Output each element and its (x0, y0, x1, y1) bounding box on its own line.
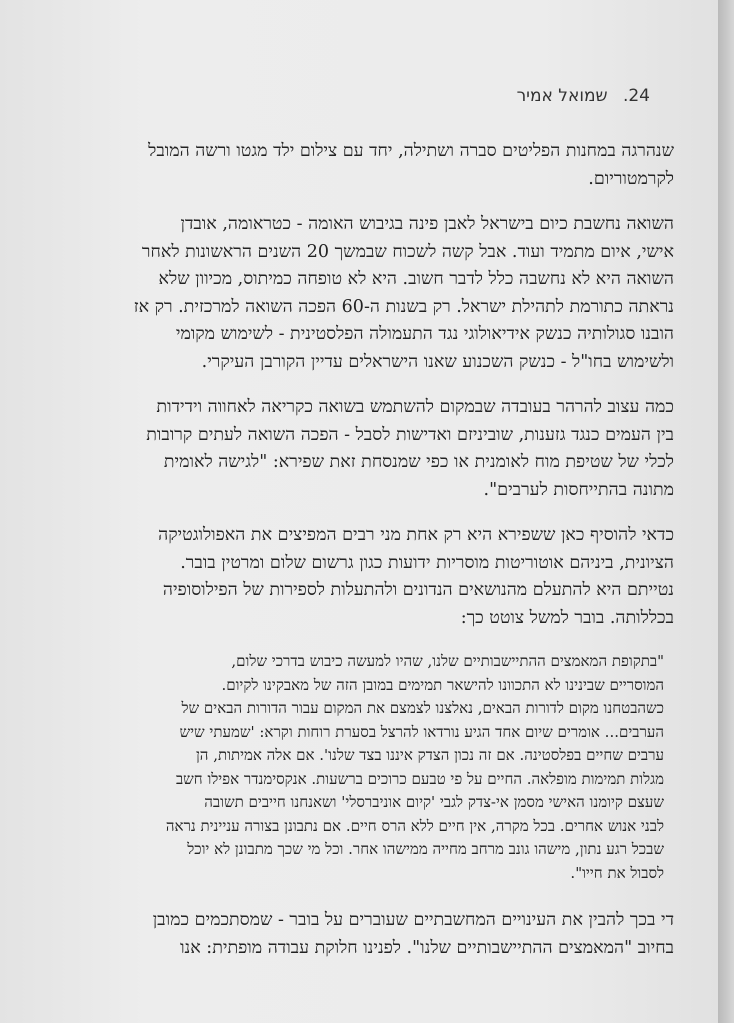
text-line: כדאי להוסיף כאן ששפירא היא רק אחת מני רבים המפיצים את האפולוגטיקה (158, 525, 674, 545)
text-line: הובנו סגולותיה כנשק אידיאולוגי נגד התעמולה הפלסטינית - לשימוש מקומי (175, 324, 674, 344)
text-line: נטייתם היא להתעלם מהנושאים הנדונים ולהתעלות לספירות של הפילוסופיה (162, 580, 674, 600)
quote-line: שבכל רגע נתון, מישהו גונב מרחב מחייה ממישהו אחר. וכל מי שכך מתבונן לא יוכל (187, 840, 664, 858)
page-number: 24. (622, 86, 650, 106)
paragraph (44, 138, 674, 193)
text-line: השואה היא לא נחשבה כלל לדבר חשוב. היא לא טופחה כמיתוס, מכיוון שלא (158, 269, 674, 289)
page-edge (718, 0, 734, 1023)
quote-line: כשהבטחנו מקום לדורות הבאים, נאלצנו לצמצם את המקום עבור הדורות הבאים של (181, 699, 664, 717)
quote-line: לסבול את חייו". (570, 863, 664, 882)
quote-line: ערבים שחיים בפלסטינה. אם זה נכון הצדק איננו בצד שלנו'. אם אלה אמיתות, הן (195, 746, 664, 764)
text-line: די בכך להבין את העינויים המחשבתיים שעוברים על בובר - שמסתכמים כמובן (152, 910, 674, 930)
paragraph (44, 394, 674, 504)
paragraph (44, 522, 674, 632)
block-quote (44, 650, 674, 885)
text-line: בכללותה. בובר למשל צוטט כך: (460, 607, 674, 628)
running-header (490, 86, 650, 106)
text-line: לקרמטוריום. (588, 168, 674, 189)
paragraph (44, 907, 674, 962)
text-line: אישי, איום מתמיד ועוד. אבל קשה לשכוח שבמשך 20 השנים הראשונות לאחר (141, 241, 674, 262)
text-line: ולשימוש בחו"ל - כנשק השכנוע שאנו הישראלים עדיין הקורבן העיקרי. (201, 351, 674, 372)
page-body (44, 138, 674, 980)
paragraph (44, 211, 674, 376)
text-line: שנהרגה במחנות הפליטים סברה ושתילה, יחד עם צילום ילד מגטו ורשה המובל (148, 141, 674, 161)
text-line: הציונית, ביניהם אוטוריטות מוסריות ידועות כגון גרשום שלום ומרטין בובר. (180, 552, 674, 573)
quote-line: שעצם קיומנו האישי מסמן אי-צדק לגבי 'קיום אוניברסלי' ושאנחנו חייבים תשובה (204, 793, 664, 811)
quote-line: "בתקופת המאמצים ההתיישבותיים שלנו, שהיו למעשה כיבוש בדרכי שלום, (231, 652, 664, 670)
text-line: נראתה כתורמת לתהילת ישראל. רק בשנות ה-60 הפכה השואה למרכזית. רק אז (133, 296, 674, 317)
text-line: בחיוב "המאמצים ההתיישבותיים שלנו". לפנינו חלוקת עבודה מופתית: אנו (180, 937, 674, 958)
quote-line: מגלות תמימות מופלאה. החיים על פי טבעם כרוכים ברשעות. אנקסימנדר אפילו חשב (175, 769, 664, 788)
text-line: השואה נחשבת כיום בישראל לאבן פינה בגיבוש האומה - כטראומה, אובדן (180, 214, 674, 234)
text-line: מתונה בהתייחסות לערבים". (483, 479, 674, 500)
text-line: כמה עצוב להרהר בעובדה שבמקום להשתמש בשואה כקריאה לאחווה וידידות (156, 397, 674, 417)
author-name: שמואל אמיר (516, 86, 608, 106)
text-line: לכלי של שטיפת מוח לאומנית או כפי שמנסחת זאת שפירא: "לגישה לאומית (163, 452, 674, 472)
quote-line: המוסריים שבינינו לא התכוונו להישאר תמימים במובן הזה של מאבקינו לקיום. (221, 675, 664, 694)
text-line: בין העמים כנגד גזענות, שוביניזם ואדישות לסבל - הפכה השואה לעתים קרובות (146, 424, 674, 445)
quote-line: הערבים... אומרים שיום אחד הגיע נורדאו להרצל בסערת רוחות וקרא: 'שמעתי שיש (179, 722, 664, 741)
quote-line: לבני אנוש אחרים. בכל מקרה, אין חיים ללא הרס חיים. אם נתבונן בצורה עניינית נראה (165, 816, 664, 835)
